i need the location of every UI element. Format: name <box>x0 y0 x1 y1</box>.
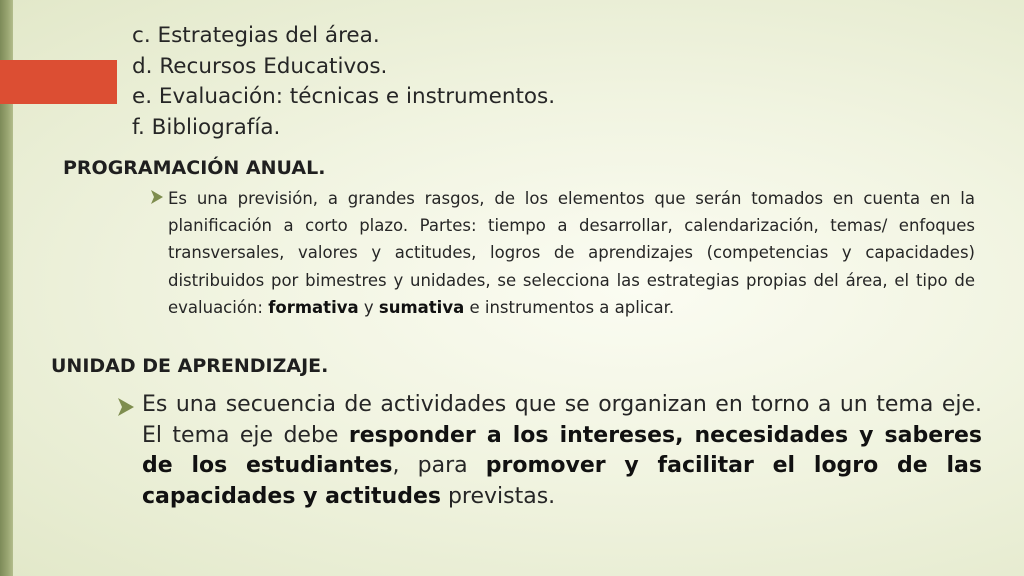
bullet-arrow-icon <box>150 189 164 205</box>
para-text: previstas. <box>440 483 556 509</box>
paragraph-programacion-anual <box>168 185 975 321</box>
list-item: e. Evaluación: técnicas e instrumentos. <box>132 84 556 109</box>
topic-list <box>132 21 555 143</box>
para-bold-text: sumativa <box>378 297 465 317</box>
list-item: f. Bibliografía. <box>132 114 281 140</box>
red-accent-tab <box>0 60 117 104</box>
para-bold-text: responder a los intereses, necesidades y saberes de los estudiantes <box>142 422 982 478</box>
list-item: d. Recursos Educativos. <box>132 53 388 79</box>
list-item: c. Estrategias del área. <box>132 23 380 48</box>
para-text: Es una secuencia de actividades que se organizan en torno a un tema eje. El tema eje debe <box>142 392 982 448</box>
para-bold-text: formativa <box>268 297 359 317</box>
bullet-arrow-icon <box>117 397 135 417</box>
para-text: Es una previsión, a grandes rasgos, de los elementos que serán tomados en cuenta en la planificación a corto plazo. Partes: tiempo a desarrollar, calendarización, temas/ enfoques transversales, valores y actitudes, logros de aprendizajes (competencias y capacidades) distribuidos por bimestres y unidades, se selecciona las estrategias propias del área, el tipo de evaluación: <box>168 189 975 317</box>
heading-programacion-anual: PROGRAMACIÓN ANUAL. <box>63 157 326 179</box>
paragraph-unidad-aprendizaje <box>142 390 982 512</box>
para-text: y <box>358 297 379 317</box>
para-text: , para <box>392 453 486 478</box>
para-text: e instrumentos a aplicar. <box>464 297 675 317</box>
para-bold-text: promover y facilitar el logro de las capacidades y actitudes <box>142 453 983 509</box>
heading-unidad-aprendizaje: UNIDAD DE APRENDIZAJE. <box>51 355 329 377</box>
